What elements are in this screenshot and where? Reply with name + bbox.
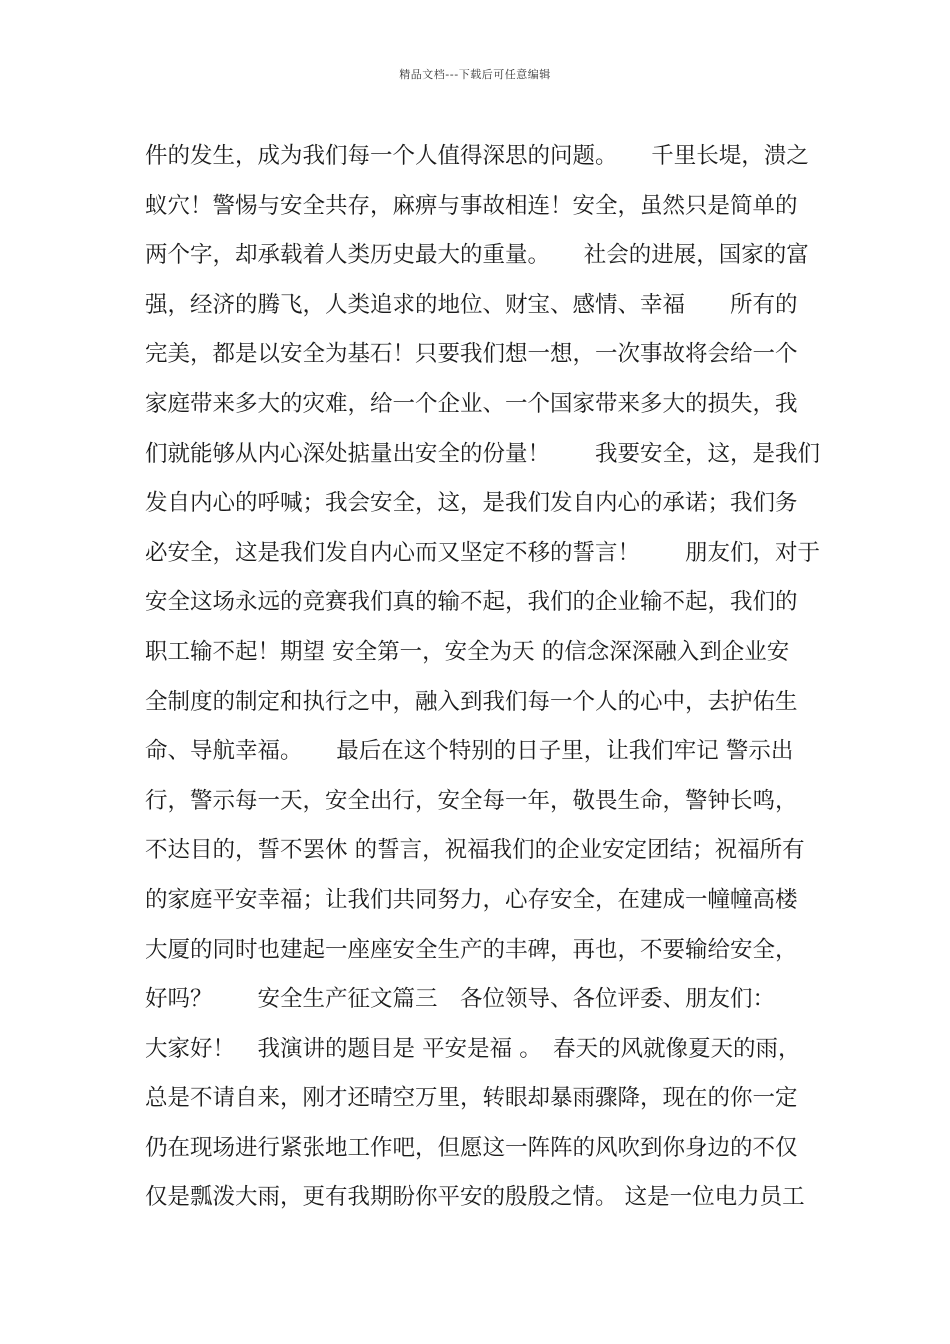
text-line: 总是不请自来，刚才还晴空万里，转眼却暴雨骤降，现在的你一定 bbox=[145, 1085, 798, 1112]
text-line: 全制度的制定和执行之中，融入到我们每一个人的心中，去护佑生 bbox=[145, 688, 798, 715]
text-line: 好吗？ 安全生产征文篇三 各位领导、各位评委、朋友们： bbox=[145, 986, 776, 1013]
text-line: 仍在现场进行紧张地工作吧，但愿这一阵阵的风吹到你身边的不仅 bbox=[145, 1134, 798, 1161]
text-line: 们就能够从内心深处掂量出安全的份量！ 我要安全，这，是我们 bbox=[145, 440, 821, 467]
text-line: 完美，都是以安全为基石！只要我们想一想，一次事故将会给一个 bbox=[145, 341, 798, 368]
text-line: 不达目的，誓不罢休 的誓言，祝福我们的企业安定团结；祝福所有 bbox=[145, 837, 805, 864]
text-line: 强，经济的腾飞，人类追求的地位、财宝、感情、幸福 所有的 bbox=[145, 291, 798, 318]
text-line: 大家好！ 我演讲的题目是 平安是福 。 春天的风就像夏天的雨， bbox=[145, 1035, 801, 1062]
text-line: 件的发生，成为我们每一个人值得深思的问题。 千里长堤，溃之 bbox=[145, 143, 809, 169]
text-line: 职工输不起！期望 安全第一，安全为天 的信念深深融入到企业安 bbox=[145, 638, 790, 665]
text-line: 的家庭平安幸福；让我们共同努力，心存安全，在建成一幢幢高楼 bbox=[145, 886, 798, 913]
text-line: 两个字，却承载着人类历史最大的重量。 社会的进展，国家的富 bbox=[145, 242, 809, 269]
text-line: 发自内心的呼喊；我会安全，这，是我们发自内心的承诺；我们务 bbox=[145, 490, 798, 517]
page-header: 精品文档---下载后可任意编辑 bbox=[399, 68, 551, 81]
text-line: 行，警示每一天，安全出行，安全每一年，敬畏生命，警钟长鸣， bbox=[145, 787, 798, 814]
text-line: 家庭带来多大的灾难，给一个企业、一个国家带来多大的损失，我 bbox=[145, 390, 798, 417]
text-line: 必安全，这是我们发自内心而又坚定不移的誓言！ 朋友们，对于 bbox=[145, 539, 821, 566]
text-line: 蚁穴！警惕与安全共存，麻痹与事故相连！安全，虽然只是简单的 bbox=[145, 192, 798, 219]
text-line: 仅是瓢泼大雨，更有我期盼你平安的殷殷之情。 这是一位电力员工 bbox=[145, 1184, 805, 1211]
text-line: 命、导航幸福。 最后在这个特别的日子里，让我们牢记 警示出 bbox=[145, 738, 794, 765]
text-line: 大厦的同时也建起一座座安全生产的丰碑，再也，不要输给安全， bbox=[145, 936, 798, 963]
document-body bbox=[145, 132, 821, 1223]
text-line: 安全这场永远的竞赛我们真的输不起，我们的企业输不起，我们的 bbox=[145, 589, 798, 616]
